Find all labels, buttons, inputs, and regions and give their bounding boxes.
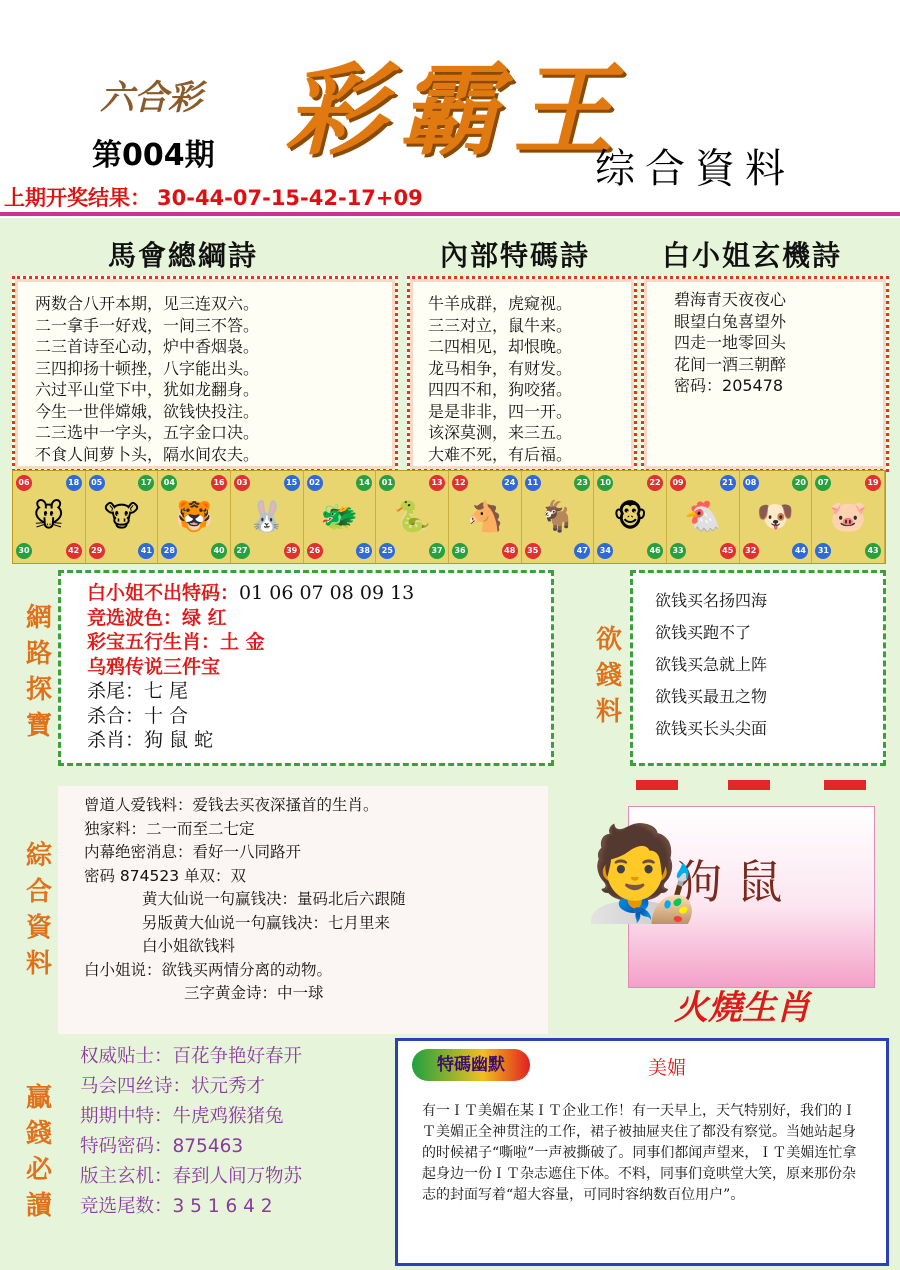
money-box: [630, 570, 886, 766]
must-row: [80, 1192, 380, 1222]
joke-text: 有一ＩＴ美媚在某ＩＴ企业工作！有一天早上，天气特别好，我们的ＩＴ美媚正全神贯注的工作，裙子被抽屉夹住了都没有察觉。当她站起身的时候裙子“嘶啦”一声被撕破了。同事们都闻声望来，ＩＴ美媚连忙拿起身边一份ＩＴ杂志遮住下体。不料，同事们竟哄堂大笑，原来那份杂志的封面写着“超大容量，可同时容纳数百位用户”。: [422, 1103, 857, 1203]
net-line1-label: 白小姐不出特码：: [87, 582, 240, 604]
subtitle: 综合資料: [595, 146, 795, 192]
zodiac-number: 05: [89, 475, 105, 491]
zodiac-number: 20: [792, 475, 808, 491]
zodiac-number: 31: [815, 543, 831, 559]
net-line6: 杀合：十 合: [87, 704, 189, 727]
poem3-title: 白小姐玄機詩: [662, 239, 843, 272]
must-row: [80, 1072, 380, 1102]
poem2-line: 二四相见，却恨晚。: [428, 337, 573, 356]
joke-title: 美媚: [648, 1057, 687, 1079]
must-value: 百花争艳好春开: [172, 1046, 303, 1067]
poem2-title: 內部特碼詩: [440, 239, 591, 272]
comp-line: 另版黄大仙说一句赢钱决：七月里来: [142, 913, 391, 932]
zodiac-number: 30: [16, 543, 32, 559]
poem1-line: 六过平山堂下中，犹如龙翻身。: [35, 380, 260, 399]
poem3-line: 眼望白兔喜望外: [674, 311, 787, 331]
poem3-line: 花间一酒三朝醉: [674, 354, 787, 374]
zodiac-number: 27: [234, 543, 250, 559]
zodiac-animal-icon: 🐍: [393, 499, 431, 535]
zodiac-number: 18: [66, 475, 82, 491]
zodiac-cell: [376, 471, 449, 563]
poem3-box: [641, 276, 889, 472]
net-line1-value: 01 06 07 08 09 13: [239, 582, 415, 604]
zodiac-animal-icon: 🐲: [320, 499, 359, 535]
zodiac-animal-icon: 🐐: [538, 499, 577, 535]
must-value: 状元秀才: [191, 1076, 266, 1097]
zodiac-cell: [522, 471, 595, 563]
poem2-line: 该深莫测，来三五。: [428, 423, 573, 442]
poem1-line: 两数合八开本期，见三连双六。: [35, 294, 260, 313]
painter-illustration: [578, 780, 884, 1030]
zodiac-number: 14: [356, 475, 372, 491]
must-read-list: [80, 1042, 380, 1222]
must-row: [80, 1042, 380, 1072]
zodiac-number: 37: [429, 543, 445, 559]
comp-line: 密码 874523 单双：双: [84, 866, 247, 885]
zodiac-cell: [667, 471, 740, 563]
zodiac-number: 45: [720, 543, 736, 559]
zodiac-cell: [86, 471, 159, 563]
zodiac-number: 48: [502, 543, 518, 559]
must-label: 特码密码：: [80, 1136, 173, 1157]
divider: [0, 212, 900, 216]
zodiac-animal-icon: 🐵: [612, 499, 648, 535]
zodiac-animal-icon: 🐰: [248, 499, 286, 535]
issue-number: 第004期: [92, 138, 215, 173]
zodiac-number: 28: [161, 543, 177, 559]
zodiac-number: 36: [452, 543, 468, 559]
zodiac-number: 09: [670, 475, 686, 491]
money-item: 欲钱买最丑之物: [655, 687, 768, 706]
poem1-line: 今生一世伴嫦娥，欲钱快投注。: [35, 401, 260, 421]
zodiac-number: 33: [670, 543, 686, 559]
zodiac-number: 13: [429, 475, 445, 491]
net-line5: 杀尾：七 尾: [87, 680, 189, 702]
net-line3: 彩宝五行生肖：土 金: [87, 631, 265, 653]
must-value: 春到人间万物苏: [172, 1166, 303, 1187]
poem2-box: [407, 276, 637, 472]
must-value: 牛虎鸡猴猪兔: [172, 1106, 284, 1127]
zodiac-number: 32: [743, 543, 759, 559]
comp-line: 三字黄金诗：中一球: [184, 984, 324, 1002]
net-line7: 杀肖：狗 鼠 蛇: [87, 729, 214, 751]
poem2-line: 龙马相争，有财发。: [428, 358, 573, 378]
zodiac-number: 12: [452, 475, 468, 491]
zodiac-animal-icon: 🐭: [33, 499, 65, 535]
poem1-line: 三四抑扬十顿挫，八字能出头。: [35, 358, 260, 378]
painter-caption: 火燒生肖: [674, 988, 810, 1028]
zodiac-number: 43: [865, 543, 881, 559]
painter-icon: 🧑‍🎨: [584, 820, 699, 927]
comp-box: [58, 786, 548, 1034]
zodiac-number: 15: [284, 475, 300, 491]
zodiac-cell: [158, 471, 231, 563]
zodiac-number: 03: [234, 475, 250, 491]
poem3-lines: [674, 289, 886, 375]
zodiac-number: 42: [66, 543, 82, 559]
comp-line: 白小姐欲钱料: [142, 937, 236, 955]
zodiac-number: 16: [211, 475, 227, 491]
money-item: 欲钱买跑不了: [655, 623, 752, 642]
zodiac-number: 01: [379, 475, 395, 491]
zodiac-cell: [594, 471, 667, 563]
zodiac-cell: [304, 471, 377, 563]
result-label: 上期开奖结果：: [4, 186, 151, 210]
comp-line: 曾道人爱钱料：爱钱去买夜深搔首的生肖。: [84, 796, 379, 814]
poem3-code-label: 密码：: [674, 376, 723, 395]
poem3-content: [644, 279, 886, 397]
must-label: 版主玄机：: [80, 1166, 173, 1187]
zodiac-number: 46: [647, 543, 663, 559]
net-line2: 竞选波色：绿 红: [87, 606, 227, 629]
must-row: [80, 1162, 380, 1192]
comp-line: 独家料：二一而至二七定: [84, 819, 255, 838]
zodiac-number: 39: [284, 543, 300, 559]
zodiac-animal-icon: 🐮: [103, 499, 140, 535]
poem1-box: [12, 276, 398, 472]
poem1-title: 馬會總綱詩: [108, 239, 259, 272]
brand-small: 六合彩: [100, 78, 202, 118]
zodiac-number: 04: [161, 475, 177, 491]
must-label: 权威贴士：: [80, 1046, 173, 1067]
zodiac-animal-icon: 🐶: [756, 499, 795, 535]
poem3-line: 四走一地零回头: [674, 333, 787, 352]
poem2-line: 三三对立，鼠牛来。: [428, 315, 573, 335]
zodiac-number: 24: [502, 475, 518, 491]
zodiac-animal-icon: 🐔: [684, 499, 722, 535]
poem1-line: 二三首诗至心动，炉中香烟袅。: [35, 337, 260, 356]
painter-words: 狗 鼠: [676, 855, 783, 909]
last-result: [4, 182, 423, 212]
zodiac-number: 29: [89, 543, 105, 559]
zodiac-number: 25: [379, 543, 395, 559]
must-value: 3 5 1 6 4 2: [172, 1196, 273, 1217]
poem3-code-value: 205478: [722, 376, 784, 395]
poem2-line: 是是非非，四一开。: [428, 401, 573, 421]
poem2-line: 牛羊成群，虎窥视。: [428, 294, 573, 313]
brand-title: 彩霸王: [285, 51, 627, 169]
joke-box: [395, 1038, 889, 1266]
money-side-label: 欲錢料: [595, 625, 622, 727]
must-label: 期期中特：: [80, 1106, 173, 1127]
net-side-label: 網路探寶: [25, 603, 52, 741]
poem1-line: 二三选中一字头，五字金口决。: [35, 423, 260, 442]
must-row: [80, 1102, 380, 1132]
comp-line: 内幕绝密消息：看好一八同路开: [84, 843, 302, 861]
zodiac-number: 23: [574, 475, 590, 491]
joke-badge: 特碼幽默: [412, 1049, 530, 1081]
poem2-lines: [410, 279, 634, 465]
zodiac-number: 10: [597, 475, 613, 491]
poem3-code: [674, 375, 886, 397]
poem1-line: 二一拿手一好戏，一间三不答。: [35, 315, 260, 335]
zodiac-animal-icon: 🐴: [466, 499, 504, 535]
zodiac-strip: [12, 470, 886, 564]
zodiac-number: 22: [647, 475, 663, 491]
net-line4: 乌鸦传说三件宝: [87, 655, 221, 678]
zodiac-number: 44: [792, 543, 808, 559]
must-label: 竞选尾数：: [80, 1196, 173, 1217]
zodiac-number: 47: [574, 543, 590, 559]
money-item: 欲钱买急就上阵: [655, 655, 768, 674]
zodiac-number: 35: [525, 543, 541, 559]
must-label: 马会四丝诗：: [80, 1076, 192, 1097]
must-value: 875463: [172, 1136, 244, 1157]
zodiac-number: 19: [865, 475, 881, 491]
poem2-line: 四四不和，狗咬猪。: [428, 380, 573, 399]
money-item: 欲钱买长头尖面: [655, 719, 768, 738]
zodiac-cell: [740, 471, 813, 563]
zodiac-cell: [13, 471, 86, 563]
zodiac-number: 07: [815, 475, 831, 491]
zodiac-number: 11: [525, 475, 541, 491]
comp-line: 白小姐说：欲钱买两情分离的动物。: [84, 960, 333, 979]
zodiac-animal-icon: 🐯: [175, 499, 213, 535]
zodiac-number: 17: [138, 475, 154, 491]
zodiac-number: 40: [211, 543, 227, 559]
board-posts: [628, 780, 873, 790]
zodiac-cell: [449, 471, 522, 563]
net-line1: [87, 581, 551, 606]
zodiac-number: 06: [16, 475, 32, 491]
money-lines: [633, 573, 883, 745]
zodiac-number: 38: [356, 543, 372, 559]
net-box: [58, 570, 554, 766]
comp-side-label: 綜合資料: [25, 841, 52, 979]
result-value: 30-44-07-15-42-17+09: [157, 186, 423, 210]
zodiac-number: 26: [307, 543, 323, 559]
zodiac-cell: [231, 471, 304, 563]
zodiac-number: 41: [138, 543, 154, 559]
zodiac-number: 21: [720, 475, 736, 491]
zodiac-number: 34: [597, 543, 613, 559]
poem2-line: 大难不死，有后福。: [428, 444, 573, 464]
poem3-line: 碧海青天夜夜心: [674, 290, 787, 309]
zodiac-number: 08: [743, 475, 759, 491]
comp-line: 黄大仙说一句赢钱决：量码北后六跟随: [142, 890, 406, 908]
zodiac-cell: [812, 471, 885, 563]
must-side-label: 贏錢必讀: [25, 1083, 52, 1221]
zodiac-number: 02: [307, 475, 323, 491]
money-item: 欲钱买名扬四海: [655, 591, 768, 610]
comp-lines: [58, 786, 548, 1006]
zodiac-animal-icon: 🐷: [829, 499, 867, 535]
must-row: [80, 1132, 380, 1162]
poem1-line: 不食人间萝卜头，隔水间农夫。: [35, 444, 260, 464]
poem1-lines: [15, 279, 395, 465]
